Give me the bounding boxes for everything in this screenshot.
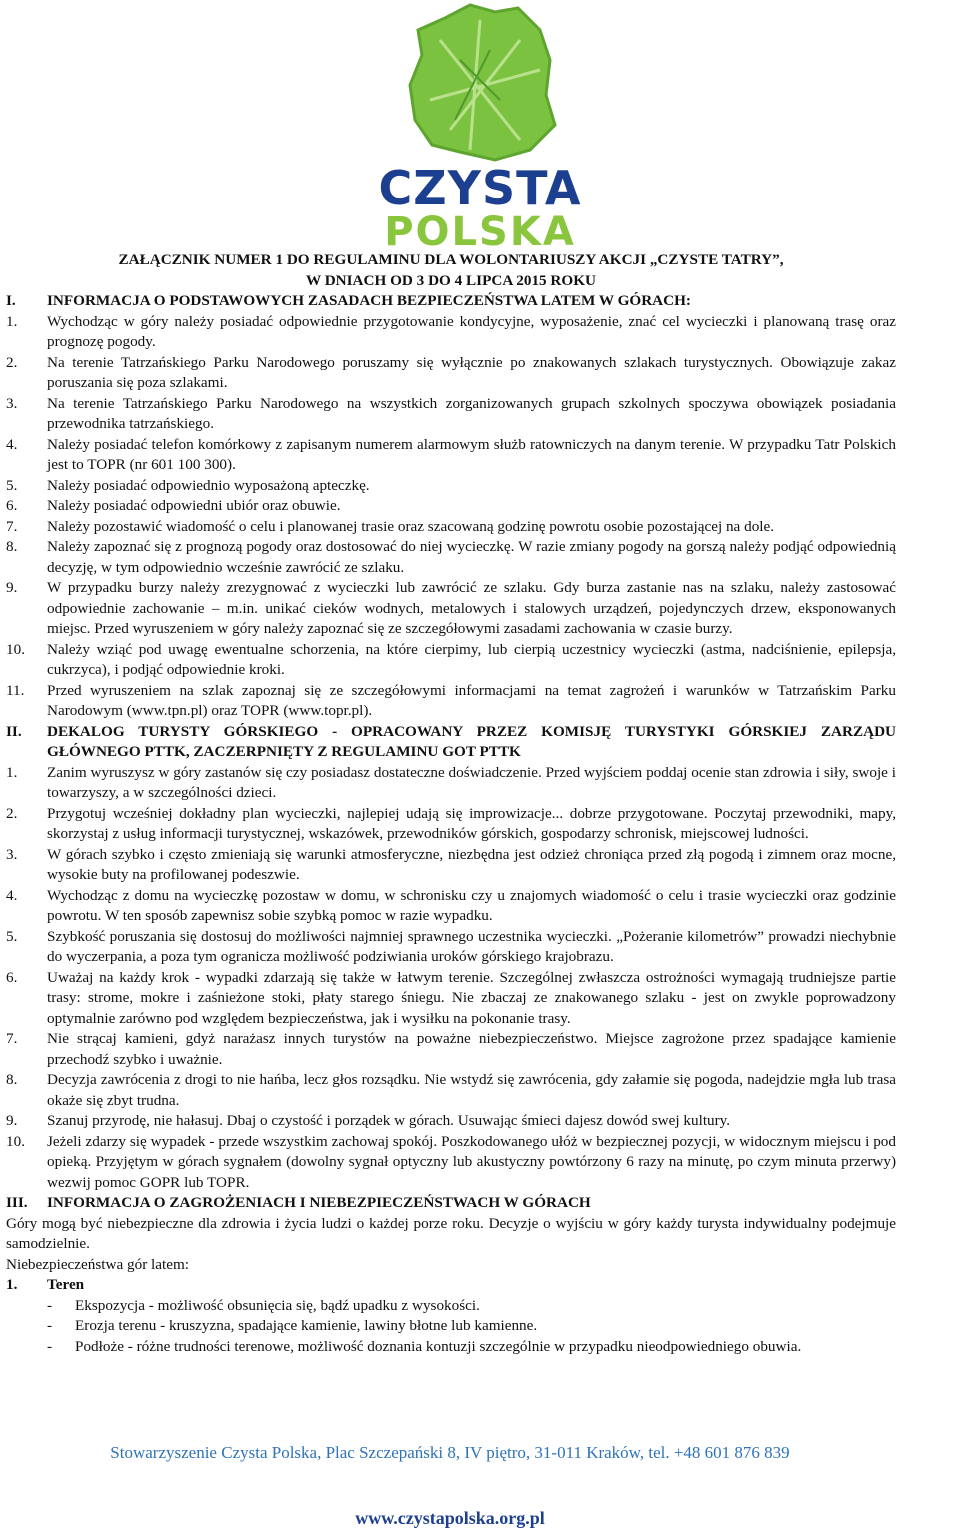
footer-website-link[interactable]: www.czystapolska.org.pl bbox=[355, 1508, 545, 1528]
document-body bbox=[6, 250, 896, 1357]
list-item bbox=[6, 927, 896, 968]
list-item bbox=[6, 1070, 896, 1111]
list-item-text: Szanuj przyrodę, nie hałasuj. Dbaj o czystość i porządek w górach. Usuwając śmieci dajesz dowód swej kultury. bbox=[47, 1112, 731, 1129]
section-heading bbox=[6, 722, 896, 763]
section-number: II. bbox=[6, 722, 22, 740]
document-title bbox=[6, 250, 896, 291]
list-item-text: Jeżeli zdarzy się wypadek - przede wszystkim zachowaj spokój. Poszkodowanego ułóż w bezpiecznej pozycji, w widocznym miejscu i pod opieką. Przyjętym w górach sygnałem (dowolny sygnał optyczny lub akustyczny powtórzony 6 razy na minutę, po czym minuta przerwy) wezwij pomoc GOPR lub TOPR. bbox=[47, 1132, 896, 1191]
list-item-number: 4. bbox=[6, 886, 18, 904]
list-item bbox=[6, 435, 896, 476]
list-item-number: 7. bbox=[6, 517, 18, 535]
list-item bbox=[6, 1111, 896, 1132]
list-item-text: Należy posiadać odpowiednio wyposażoną apteczkę. bbox=[47, 476, 370, 494]
list-item-number: 6. bbox=[6, 968, 18, 986]
list-item-text: Należy wziąć pod uwagę ewentualne schorzenia, na które cierpimy, lub cierpią uczestnicy wycieczki (astma, nadciśnienie, epilepsja, cukrzyca), i podjąć odpowiednie kroki. bbox=[47, 640, 896, 678]
subheading-title: Teren bbox=[47, 1276, 85, 1293]
title-line-1: ZAŁĄCZNIK NUMER 1 DO REGULAMINU DLA WOLONTARIUSZY AKCJI „CZYSTE TATRY”, bbox=[118, 251, 784, 268]
list-item-text: Należy posiadać telefon komórkowy z zapisanym numerem alarmowym służb ratowniczych na danym terenie. W przypadku Tatr Polskich jest to TOPR (nr 601 100 300). bbox=[47, 435, 896, 473]
list-item bbox=[6, 353, 896, 394]
list-item-number: 9. bbox=[6, 579, 18, 596]
list-item-number: 5. bbox=[6, 476, 18, 494]
list-item bbox=[6, 886, 896, 927]
bullet-dash: - bbox=[47, 1337, 53, 1355]
logo bbox=[360, 0, 600, 255]
list-item-number: 7. bbox=[6, 1030, 18, 1047]
list-item-text: Decyzja zawrócenia z drogi to nie hańba, lecz głos rozsądku. Nie wstydź się zawrócenia, gdy załamie się pogoda, nadejdzie mgła lub trasa okaże się zbyt trudna. bbox=[47, 1071, 896, 1109]
section-number: III. bbox=[6, 1194, 28, 1211]
list-item-text: W przypadku burzy należy zrezygnować z wycieczki lub zawrócić ze szlaku. Gdy burza zastanie nas na szlaku, należy zastosować odpowiednie zachowanie – m.in. unikać cieków wodnych, metalowych i stalowych urządzeń, pojedynczych drzew, eksponowanych miejsc. Przed wyruszeniem w góry należy zapoznać się ze szczegółowymi zasadami zachowania w czasie burzy. bbox=[47, 579, 896, 637]
logo-word-czysta: CZYSTA bbox=[378, 161, 582, 215]
list-item-number: 8. bbox=[6, 1071, 18, 1088]
section-title: DEKALOG TURYSTY GÓRSKIEGO - OPRACOWANY PRZEZ KOMISJĘ TURYSTYKI GÓRSKIEJ ZARZĄDU GŁÓWNEGO PTTK, ZACZERPNIĘTY Z REGULAMINU GOT PTTK bbox=[47, 722, 896, 760]
title-line-2: W DNIACH OD 3 DO 4 LIPCA 2015 ROKU bbox=[306, 271, 596, 289]
list-item bbox=[6, 804, 896, 845]
poland-leaf-map-icon bbox=[400, 0, 560, 170]
section-heading bbox=[6, 291, 896, 312]
subheading bbox=[6, 1275, 896, 1296]
list-item bbox=[6, 763, 896, 804]
bullet-dash: - bbox=[47, 1296, 53, 1314]
list-item-text: Należy zapoznać się z prognozą pogody oraz dostosować do niej wycieczkę. W razie zmiany pogody na gorszą należy podjąć odpowiednią decyzję, w tym odpowiednio wcześnie zawrócić ze szlaku. bbox=[47, 538, 896, 576]
list-item-number: 5. bbox=[6, 927, 18, 945]
section-title: INFORMACJA O ZAGROŻENIACH I NIEBEZPIECZEŃSTWACH W GÓRACH bbox=[47, 1194, 591, 1211]
list-item bbox=[6, 394, 896, 435]
section-1 bbox=[6, 291, 896, 722]
list-item-text: W górach szybko i często zmieniają się warunki atmosferyczne, niezbędna jest odzież chroniąca przed złą pogodą i zimnem oraz mocne, wysokie buty na profilowanej podeszwie. bbox=[47, 845, 896, 883]
list-item bbox=[6, 845, 896, 886]
section-3 bbox=[6, 1193, 896, 1357]
bullet-text: Erozja terenu - kruszyzna, spadające kamienie, lawiny błotne lub kamienne. bbox=[75, 1317, 538, 1334]
list-item-number: 6. bbox=[6, 497, 18, 514]
section-2 bbox=[6, 722, 896, 1194]
list-item-number: 11. bbox=[6, 681, 25, 699]
list-item-number: 1. bbox=[6, 312, 18, 330]
list-item-number: 10. bbox=[6, 1132, 25, 1150]
section-heading bbox=[6, 1193, 896, 1214]
section-intro: Góry mogą być niebezpieczne dla zdrowia i życia ludzi o każdej porze roku. Decyzje o wyjściu w góry każdy turysta indywidualny podejmuje samodzielnie. bbox=[6, 1214, 896, 1252]
list-item-number: 2. bbox=[6, 804, 18, 822]
list-item-text: Szybkość poruszania się dostosuj do możliwości najmniej sprawnego uczestnika wycieczki. „Pożeranie kilometrów” prowadzi niechybnie do wyczerpania, a poza tym ogranicza możliwość podziwiania uroków górskiego krajobrazu. bbox=[47, 927, 896, 965]
list-item bbox=[6, 681, 896, 722]
list-item-text: Na terenie Tatrzańskiego Parku Narodowego poruszamy się wyłącznie po znakowanych szlakach turystycznych. Obowiązuje zakaz poruszania się poza szlakami. bbox=[47, 353, 896, 391]
list-item-text: Na terenie Tatrzańskiego Parku Narodowego na wszystkich zorganizowanych grupach szkolnych spoczywa obowiązek posiadania przewodnika tatrzańskiego. bbox=[47, 394, 896, 432]
list-item-number: 4. bbox=[6, 435, 18, 453]
list-item-number: 3. bbox=[6, 394, 18, 412]
list-item-text: Należy posiadać odpowiedni ubiór oraz obuwie. bbox=[47, 497, 341, 514]
list-item bbox=[6, 1132, 896, 1194]
list-item bbox=[6, 496, 896, 517]
section-1-list bbox=[6, 312, 896, 722]
list-item-text: Wychodząc z domu na wycieczkę pozostaw w domu, w schronisku czy u znajomych wiadomość o celu i trasie wycieczki oraz godzinie powrotu. W ten sposób zapewnisz sobie szybką pomoc w razie wypadku. bbox=[47, 886, 896, 924]
list-item-text: Zanim wyruszysz w góry zastanów się czy posiadasz dostateczne doświadczenie. Przed wyjściem poddaj ocenie stan zdrowia i siły, swoje i towarzyszy, a w szczególności dzieci. bbox=[47, 763, 896, 801]
list-item-number: 3. bbox=[6, 845, 18, 863]
section-2-list bbox=[6, 763, 896, 1194]
list-item bbox=[6, 968, 896, 1030]
list-item bbox=[6, 578, 896, 640]
list-item-text: Przygotuj wcześniej dokładny plan wycieczki, najlepiej udają się improwizacje... dobrze przygotowane. Poczytaj przewodniki, mapy, skorzystaj z usług informacji turystycznej, wskazówek, przewodników górskich, gospodarzy schronisk, miejscowej ludności. bbox=[47, 804, 896, 842]
list-item-text: Należy pozostawić wiadomość o celu i planowanej trasie oraz szacowaną godzinę powrotu osobie pozostającej na dole. bbox=[47, 517, 775, 535]
list-item-text: Wychodząc w góry należy posiadać odpowiednie przygotowanie kondycyjne, wyposażenie, znać cel wycieczki i planowaną trasę oraz prognozę pogody. bbox=[47, 312, 896, 350]
bullet-dash: - bbox=[47, 1317, 53, 1334]
footer-address: Stowarzyszenie Czysta Polska, Plac Szczepański 8, IV piętro, 31-011 Kraków, tel. +48 601 876 839 bbox=[110, 1443, 790, 1462]
list-item-number: 9. bbox=[6, 1112, 18, 1129]
list-item bbox=[6, 312, 896, 353]
list-item bbox=[6, 476, 896, 497]
list-item-number: 2. bbox=[6, 353, 18, 371]
section-number: I. bbox=[6, 292, 16, 309]
bullet-text: Ekspozycja - możliwość obsunięcia się, bądź upadku z wysokości. bbox=[75, 1296, 480, 1314]
bullet-list bbox=[6, 1296, 896, 1358]
list-item bbox=[6, 640, 896, 681]
list-item-number: 1. bbox=[6, 763, 18, 781]
bullet-text: Podłoże - różne trudności terenowe, możliwość doznania kontuzji szczególnie w przypadku nieodpowiedniego obuwia. bbox=[75, 1337, 802, 1355]
list-item bbox=[6, 1029, 896, 1070]
section-title: INFORMACJA O PODSTAWOWYCH ZASADACH BEZPIECZEŃSTWA LATEM W GÓRACH: bbox=[47, 292, 691, 309]
list-item bbox=[6, 517, 896, 538]
list-item-number: 8. bbox=[6, 538, 18, 555]
bullet-item bbox=[6, 1296, 896, 1317]
bullet-item bbox=[6, 1316, 896, 1337]
section-lead: Niebezpieczeństwa gór latem: bbox=[6, 1255, 190, 1273]
logo-word-polska: POLSKA bbox=[384, 209, 576, 255]
list-item-number: 10. bbox=[6, 640, 25, 658]
list-item-text: Przed wyruszeniem na szlak zapoznaj się ze szczegółowymi informacjami na temat zagrożeń i warunków w Tatrzańskim Parku Narodowym (www.tpn.pl) oraz TOPR (www.topr.pl). bbox=[47, 681, 896, 719]
subheading-number: 1. bbox=[6, 1276, 18, 1293]
list-item-text: Nie strącaj kamieni, gdyż narażasz innych turystów na poważne niebezpieczeństwo. Miejsce zagrożone przez spadające kamienie przechodź szybko i uważnie. bbox=[47, 1030, 896, 1068]
bullet-item bbox=[6, 1337, 896, 1358]
list-item bbox=[6, 537, 896, 578]
list-item-text: Uważaj na każdy krok - wypadki zdarzają się także w łatwym terenie. Szczególnej zwłaszcza ostrożności wymagają trudniejsze partie trasy: strome, mokre i zaśnieżone stoki, płaty starego śniegu. Nie zbaczaj ze znakowanego szlaku - jest on zwykle poprowadzony optymalnie zarówno pod względem bezpieczeństwa, jak i wysiłku na pokonanie trasy. bbox=[47, 968, 896, 1027]
